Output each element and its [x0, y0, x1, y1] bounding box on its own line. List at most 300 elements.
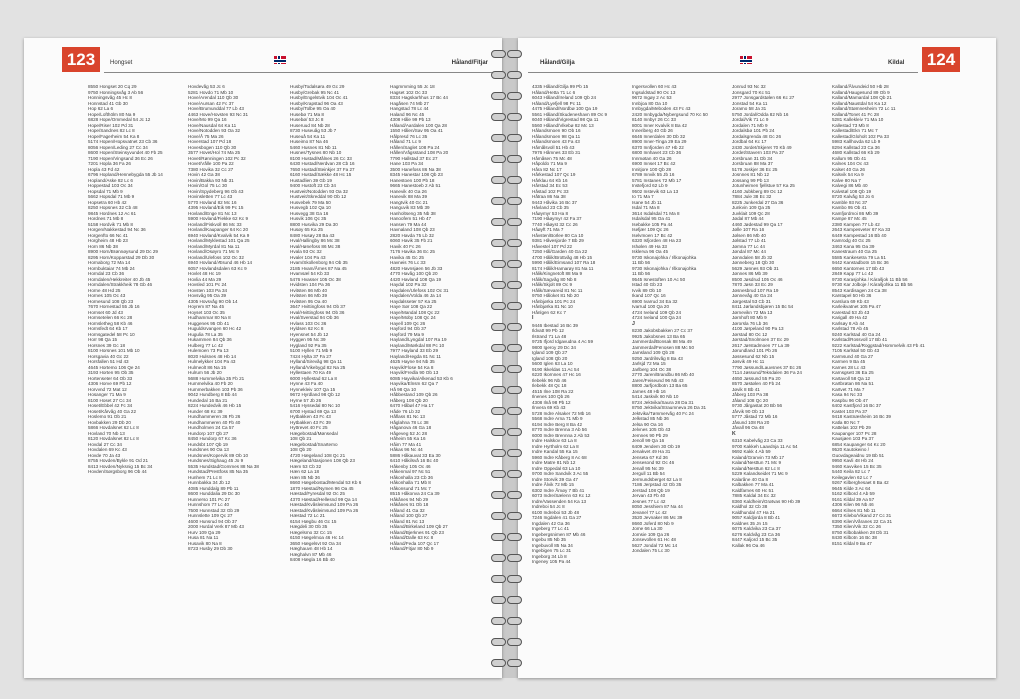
index-entry: Hynnekleiv 107 Qa 15 — [290, 386, 336, 392]
index-entry: Hovet/Vålle 100 Pa 22 — [188, 161, 234, 166]
index-entry: Kaldfarnes 60 Hc 51 — [732, 487, 774, 493]
header-first-entry: Håland/Gilja — [540, 60, 575, 66]
index-entry: 4100 Jørpeland 90 Pa 13 — [732, 326, 784, 331]
index-entry: Jonrud 93 Nc 32 — [732, 84, 766, 89]
index-entry: Jondalen 75 Lc 30 — [632, 548, 670, 553]
index-entry: Hovland/Myrdal 81 Na 11 — [188, 243, 240, 249]
index-entry: Jotunheimen fjellstue 57 Ka 25 — [732, 183, 795, 188]
index-entry: Hovet/Rønningen 102 Pc 32 — [188, 155, 246, 161]
index-entry: Jarlberg 104 Oc 38 — [632, 366, 672, 372]
index-entry: Håkonsund 71 Mc 7 — [390, 485, 431, 491]
index-entry: 5476 Hvasser 105 Oc 38 — [290, 276, 341, 282]
index-entry: 6073 Indre/Sælenn 63 Kc 12 — [532, 493, 591, 498]
index-entry: Håglahna 78 Lc 38 — [390, 419, 429, 425]
index-entry: Hovesbogen 110 Qb 30 — [188, 144, 237, 150]
index-entry: Horr 98 Qa 15 — [88, 337, 118, 342]
index-entry: 4625 Hayne 94 Nb 35 — [390, 359, 435, 364]
index-entry: Jorsbruan 88 Ma 37 — [732, 161, 773, 166]
index-entry: 9250 Jardrilsvåg 8 Ba 43 — [632, 355, 683, 361]
index-entry: 8550 Hongset 20 Cq 29 — [88, 84, 137, 89]
index-entry: Hyttrevet 40 Fc 25 — [290, 425, 328, 430]
index-entry: Haye/Moby 108 Qc 24 — [390, 315, 436, 320]
index-entry: Jåland 108 Qc 20 — [732, 397, 769, 403]
index-entry: 8724 Jektvika/Saura 28 Da 31 — [632, 399, 694, 405]
index-entry: Hunhem 71 Lc 8 — [188, 474, 222, 480]
index-entry: Hå 98 Qa 10 — [390, 386, 417, 392]
index-entry: Jordalen 71 Mb 9 — [732, 122, 768, 128]
index-entry: Ingeney 105 Pa 44 — [532, 559, 571, 564]
index-entry: Kamrodg 40 Gc 25 — [832, 238, 871, 243]
index-entry: 6700 Hystad 69 Qa 13 — [290, 408, 336, 414]
index-entry: Jonsgard 70 Kc 51 — [732, 89, 771, 95]
index-entry: Hoverstad 107 Pd 18 — [188, 139, 232, 144]
index-entry: 8334 Hagskarhhus 17 Bc 44 — [390, 95, 448, 100]
index-entry: 8600 Hopen/Steinsyvundet 40 Fb 25 — [88, 150, 163, 155]
index-entry: Håvland 23 Cb 35 — [532, 205, 569, 210]
index-entry: Hayland/Lyngdal 107 Ra 19 — [390, 337, 447, 342]
index-entry: Hæm 53 Cb 32 — [290, 463, 322, 469]
index-entry: Igland 108 Qb 20 — [532, 355, 568, 361]
index-entry: 4463 Hove/Hovsten 93 Nc 31 — [188, 111, 249, 117]
index-entry: 4700 Hålik/Brottvåg 48 Hb 15 — [532, 254, 593, 260]
index-entry: Husebø/ 53 Jc 8 — [290, 117, 324, 122]
index-entry: Jervan 43 Fb 40 — [632, 493, 666, 498]
binding-ring — [491, 342, 521, 352]
index-entry: 2430 Jordet/Skjeret 70 Kb 49 — [732, 144, 792, 150]
index-entry: Indre Oppedal 63 La 10 — [532, 465, 581, 471]
index-entry: Huseuå 54 Ka 11 — [290, 133, 326, 139]
index-entry: Hornbuktaiar 74 Mb 24 — [88, 265, 135, 271]
index-entry: 4820 Havnsjøen 56 Jb 33 — [390, 265, 443, 271]
index-entry: Håheim 55 Ka 16 — [390, 436, 426, 441]
index-entry: Håkenmal 97 Nc 51 — [390, 469, 431, 474]
index-entry: Huseruud 84 Nb 28 — [290, 122, 330, 128]
index-entry: 8020 Hulsnes 48 Hb 14 — [188, 353, 237, 359]
index-entry: Hovland 70 Nb 13 — [88, 430, 125, 436]
index-entry: 6057 Hovlandsdalen 63 Kc 9 — [188, 265, 247, 271]
index-entry: Husby/Krapstad 96 Oa 43 — [290, 100, 343, 106]
index-column-3 — [290, 84, 392, 669]
index-entry: Håland/Lyefjell 98 Pc 11 — [532, 100, 582, 106]
index-entry: Instefjord 62 Lb 9 — [632, 183, 668, 188]
index-entry: Jordal/Vik 71 Lc 9 — [732, 117, 769, 122]
index-entry: Guovdageaidnu 19 Bb 51 — [832, 452, 885, 458]
index-entry: 6409 Jendem 30 Ob 19 — [632, 443, 681, 449]
index-entry: 4305 Hovsvåg 90 Ob 14 — [188, 298, 238, 304]
index-entry: Håkonhalla 71 Mb 8 — [390, 480, 431, 485]
index-entry: 6276 Kaldvåg 23 Ca 36 — [732, 531, 781, 537]
index-entry: 9443 Håvika 16 Bc 37 — [532, 199, 577, 205]
index-entry: Kamble 93 Nc 37 — [832, 199, 868, 205]
index-entry: 5627 Jondal 72 Mc 14 — [632, 542, 678, 548]
index-entry: Jøvik 8 Bb 41 — [732, 386, 760, 392]
index-entry: Jermundsberget 62 La 8 — [632, 476, 682, 482]
index-entry: 5662 Hopsdal 71 Mb 9 — [88, 194, 135, 199]
index-entry: Kambo 95 Ob 41 — [832, 205, 867, 210]
index-entry: 8050 Jesshiem 87 Na 44 — [632, 504, 683, 509]
index-entry: 5281 Kallekleiv 71 Ma 10 — [832, 117, 884, 122]
index-entry: 9730 Jårgastat 20 Bb 56 — [732, 403, 783, 408]
index-entry: Hovland/Osøyro 71 Mc 9 — [188, 249, 239, 254]
index-entry: Honnstad 41 Gb 30 — [88, 100, 128, 106]
index-entry: Karnes 28 Lc 43 — [832, 364, 866, 370]
index-entry: 11 Bb 56 — [632, 271, 651, 276]
index-entry: Kalset 40 Ga 26 — [832, 166, 865, 172]
binding-ring — [491, 279, 521, 289]
index-entry: 9446 Ibestad 16 Bc 39 — [532, 322, 578, 328]
index-entry: Hovsten 103 Pa 34 — [188, 287, 228, 293]
index-entry: Hornsetelen 66 Kc 28 — [88, 315, 133, 320]
index-entry: Jemnes 90 Pb 29 — [632, 432, 668, 438]
index-entry: 6154 Hægbu 46 Gc 15 — [290, 518, 337, 524]
index-entry: Junkvin 109 Qa 25 — [732, 205, 771, 210]
index-entry: Husby/Tolbe 95 Oa 40 — [290, 106, 336, 111]
index-entry: 6220 Ikornnes 47 Hc 16 — [532, 372, 581, 377]
index-entry: Hayvika/Elnsm 62 Qa 7 — [390, 381, 438, 386]
index-entry: Jønndalen 58 Jb 32 — [732, 254, 773, 260]
index-entry: 7190 Håøymyr 42 Fa 37 — [532, 216, 582, 221]
index-entry: 6854 Kaupanger 64 Kc 20 — [832, 441, 886, 447]
index-entry: 8250 Hopsnes 32 Cb 48 — [88, 205, 138, 210]
index-entry: Hope/Lofthölm 80 Na 9 — [88, 111, 136, 117]
index-entry: 2420 Innbygda/Nybergsund 70 Kc 50 — [632, 111, 708, 117]
index-entry: Katla 80 Nc 7 — [832, 419, 860, 425]
index-entry: Hvamsæl 54 Kb 33 — [290, 271, 330, 276]
index-entry: Kartvet 71 Ma 7 — [832, 386, 865, 392]
binding-ring — [491, 111, 521, 121]
index-entry: Kalland/Naustdal 54 Ka 12 — [832, 100, 887, 106]
index-entry: 5162 Kilbord 4 Ab 59 — [832, 491, 875, 496]
index-entry: 5568 Indre Arna 71 Mb 9 — [532, 416, 583, 421]
index-entry: Hovbakken 29 Db 20 — [88, 419, 131, 425]
index-entry: Jøndal 87 Mc 44 — [732, 249, 766, 254]
index-entry: Håmåsen 75 Mc 48 — [532, 155, 572, 161]
index-entry: Hayland/Mørkdal 88 Pc 10 — [390, 342, 445, 348]
index-entry: Indre Halskov 63 La 8 — [532, 438, 577, 443]
index-entry: 4600 Hunsrud 94 Ob 37 — [188, 518, 238, 524]
index-entry: Jørorsla 76 Lb 36 — [732, 320, 768, 326]
index-entry: Husby/Todalsøra 49 Gc 29 — [290, 84, 345, 89]
index-entry: 9460 Kavviken 15 Bc 35 — [832, 463, 882, 469]
index-entry: 4085 Hunddalg 89 Pb 11 — [188, 485, 239, 491]
index-entry: 5960 Indre Kåberg 8 Ac 68 — [532, 454, 587, 460]
index-column-1 — [88, 84, 190, 669]
index-entry: 5866 Hovdalsnet 62 Lc 8 — [88, 425, 139, 430]
index-entry: Jarnes 48 Hb 16 — [632, 388, 666, 394]
index-entry: 8224 Hundedvik 46 Hb 15 — [188, 403, 242, 408]
index-entry: Håkånes 91 Ob 18 — [390, 502, 429, 507]
index-entry: 8900 Inner-Tinga 29 Ea 29 — [632, 139, 687, 144]
index-entry: 3577 Hovet/Hol 74 Ma 25 — [188, 150, 241, 155]
index-entry: Håland 71 Lc 9 — [390, 139, 421, 144]
index-entry: 6650 Kantornes 17 Bb 43 — [832, 265, 885, 271]
index-entry: Hunnshom 77 Lc 40 — [188, 502, 230, 507]
index-entry: 7424 Hylta 37 Fa 27 — [290, 353, 332, 359]
index-entry: 5460 Husnes 81 Nb 11 — [290, 144, 337, 150]
index-entry: Håland/Bjerknes 91 Qb 23 — [390, 529, 444, 535]
index-entry: Hyggen 95 Nc 39 — [290, 337, 326, 342]
index-entry: 9950 Kavli 48 Hb 24 — [832, 458, 874, 463]
index-entry: Jøsvik 49 Hc 11 — [732, 359, 765, 364]
index-entry: Hvaler 104 Pa 43 — [290, 254, 326, 260]
index-entry: 8345 Hanestar 108 Qb 23 — [390, 172, 443, 177]
index-entry: Hovin/Bakka 93 Nb 31 — [188, 177, 234, 183]
index-entry: Jelsa 90 Oa 16 — [632, 421, 663, 427]
index-column-2 — [188, 84, 290, 669]
index-entry: Hove/Nausdal 64 Ka 11 — [188, 122, 237, 128]
index-entry: 5777 Jåstad 72 Mb 16 — [732, 414, 778, 419]
binding-ring — [491, 321, 521, 331]
index-entry: 7977 Hayland 33 Eb 29 — [390, 348, 439, 353]
index-entry: 8543 Kardisagen 24 Ca 38 — [832, 287, 887, 293]
index-entry: Jevanel 77 Lc 42 — [632, 509, 667, 515]
index-entry: 9645 Kilde 3 Ac 64 — [832, 485, 871, 491]
index-entry: Innmøtan 40 Ga 26 — [632, 155, 672, 161]
index-entry: 2770 Jaren/Brandbu 86 Mb 40 — [632, 372, 695, 377]
index-entry: 2617 Jørstadmoen 77 La 39 — [732, 342, 790, 348]
index-entry: Hovdal 27 Cc 34 — [88, 441, 122, 447]
index-entry: 9730 Kar Jolboje / Kárašjohka 11 Bb 56 — [832, 282, 913, 287]
index-entry: Horgenfto 66 Nc 41 — [88, 232, 128, 238]
index-entry: 6310 Kabelvåg 23 Ca 33 — [732, 438, 783, 443]
index-column-1 — [532, 84, 634, 669]
index-entry: 9730 Karasjohka / Kárašjok 11 Bb 56 — [832, 276, 908, 282]
index-entry: Håland 41 Ga 32 — [390, 507, 425, 513]
index-entry: 6673 Kilebo/Vikand 27 Cc 31 — [832, 513, 892, 518]
index-entry: Hoset/Kårvåg 40 Ga 22 — [88, 408, 137, 414]
index-entry: 6085 Hayvika/Alkenad 53 Kb 6 — [390, 375, 453, 381]
binding-ring — [491, 300, 521, 310]
index-entry: Hove/Mo 99 Qa 16 — [188, 117, 227, 122]
index-entry: Hynne 43 Fa 40 — [290, 381, 323, 386]
index-entry: Jordalsgrenda 48 Gc 26 — [732, 133, 782, 139]
binding-ring — [491, 258, 521, 268]
index-entry: Husvik 106 Qc 35 — [290, 216, 327, 221]
index-entry: 7380 Hovika 32 Cc 27 — [188, 166, 234, 172]
index-entry: Hoset/Ebbel 42 Fc 34 — [88, 403, 133, 408]
index-entry: Kalaråne 40 Ga 8 — [732, 476, 769, 482]
index-entry: Kalland/Haugesund 89 Ob 9 — [832, 89, 890, 95]
index-entry: Ingdalen 42 Ga 36 — [532, 520, 570, 526]
index-entry: 8660 Joferd 80 Nb 9 — [632, 520, 674, 526]
index-entry: 8408 Hægla 16 Bb 40 — [290, 557, 335, 562]
index-entry: Hurv 109 Qa 29 — [188, 529, 221, 535]
index-entry: Ingeberg 77 Lc 41 — [532, 526, 570, 531]
index-entry: Havneis 76 Lc 33 — [390, 260, 426, 265]
index-entry: Jonstad 54 Ka 11 — [732, 100, 768, 106]
index-entry: 9442 Kanstadbotn 15 Bc 36 — [832, 260, 889, 265]
index-entry: Kastet 103 Pa 37 — [832, 408, 868, 414]
index-entry: Jelkstad 85 Nb 36 — [632, 416, 669, 421]
index-entry: Hårkestad 107 Qc 19 — [532, 172, 576, 177]
index-entry: 8140 Innbyr 26 Cc 33 — [632, 117, 676, 122]
index-entry: Hayvik/Fredla 90 Ob 13 — [390, 370, 439, 375]
index-letter-heading: J — [632, 320, 635, 327]
index-entry: Karnsgsett 36 Ea 25 — [832, 370, 874, 375]
index-entry: Jossang 99 Pb 13 — [732, 177, 769, 183]
index-entry: Hålik/Sagvåg 80 Nb 8 — [532, 276, 577, 282]
index-entry: Hopla 43 Fd 42 — [88, 166, 120, 172]
index-entry: Hæn 62 La 18 — [290, 469, 320, 474]
index-entry: Kaupanger 107 Pc 28 — [832, 430, 877, 436]
index-entry: Jøsnesbrud 107 Ra 19 — [732, 287, 779, 293]
index-entry: 5174 Hopen/Hopsvatnet 23 Cb 36 — [88, 139, 158, 144]
index-entry: Isane 54 Jb 11 — [632, 199, 662, 205]
index-entry: 8151 Kildal 9 Ba 47 — [832, 540, 872, 546]
index-entry: Jønnevåg 40 Ga 24 — [732, 293, 773, 298]
index-entry: 8660 Hægebostad/Mendal 53 Kb 6 — [290, 480, 362, 485]
index-entry: Hayland/Hegda 81 Nc 11 — [390, 353, 441, 359]
right-page — [518, 38, 996, 678]
index-entry: Hornsgatedel 58 Pc 10 — [88, 331, 135, 337]
index-entry: Isebakke 105 Pa 44 — [632, 221, 673, 227]
index-entry: 9672 Hyrdland 98 Qb 12 — [290, 392, 341, 397]
index-entry: Karlstad/Rossvoll 17 Bb 41 — [832, 337, 888, 342]
index-entry: Isefjær 109 Qc 26 — [632, 227, 669, 232]
index-entry: Hålpresd 76 Lc 35 — [390, 133, 428, 139]
index-entry: Isklerva 96 Oa 45 — [632, 249, 669, 254]
index-entry: Hulberg 77 Lc 42 — [188, 342, 223, 348]
index-entry: 8755 Hovden/Bykle 91 Od 21 — [88, 458, 149, 463]
index-entry: Hustveit/Notodden 93 Oa 32 — [290, 188, 348, 194]
index-entry: 9400 Hustoft 23 Cb 34 — [290, 183, 336, 188]
index-entry: Jensesond 92 Oc 46 — [632, 460, 675, 465]
index-entry: Karslura 69 Kb 43 — [832, 298, 869, 304]
binding-ring — [491, 510, 521, 520]
index-entry: 8750 Kilbobakken 28 Db 31 — [832, 529, 889, 535]
index-entry: 4724 Iveland 100 Qa 24 — [632, 315, 682, 320]
index-entry: 9925 Jakobsnes 13 Ba 65 — [632, 333, 686, 339]
index-entry: 4306 Horve 69 Pb 12 — [88, 381, 132, 386]
index-entry: Indre Hyrtholm 62 La 8 — [532, 443, 579, 449]
index-entry: Jørnhoft 80 Mb 9 — [732, 315, 767, 320]
index-entry: Io 71 Ma 7 — [632, 194, 654, 199]
index-entry: Kanestraum 40 Ga 25 — [832, 249, 877, 254]
index-entry: Jømna 77 Lc 44 — [732, 243, 765, 249]
binding-ring — [491, 594, 521, 604]
index-entry: Hovland/Enge 81 Nc 13 — [188, 210, 237, 216]
index-entry: Hove/Aursan 42 Fc 37 — [188, 100, 234, 106]
index-entry: Hytbakken 43 Fc 39 — [290, 419, 331, 425]
index-entry: Hovin 42 Ga 38 — [188, 172, 220, 177]
index-entry: Hustveit/Skreddal 90 Ob 12 — [290, 194, 347, 199]
index-entry: Hangtvik 40 Gc 21 — [390, 199, 428, 205]
index-entry: Hornsfedt 64 Kb 17 — [88, 326, 128, 331]
index-entry: Husnes/Tysnes 80 Nb 10 — [290, 150, 342, 155]
index-entry: 8225 Junkerdal 27 Da 36 — [732, 199, 784, 205]
index-entry: 8570 Jøstølen 40 Fb 24 — [732, 381, 781, 386]
index-entry: Horndalen/Strakkheik 78 Gb 46 — [88, 282, 153, 287]
index-entry: 8450 Hundorp 67 Kc 36 — [188, 436, 237, 441]
index-entry: Hordnes 71 Mb 8 — [88, 216, 124, 221]
index-entry: 7790 Hallstad 37 Ec 27 — [390, 155, 438, 161]
binding-ring — [491, 174, 521, 184]
index-entry: 8730 Huseuåg 53 Jb 7 — [290, 128, 337, 133]
index-entry: 7740 Håøyst 32 Cc 26 — [532, 221, 578, 227]
index-entry: Hane 103 Pa 34 — [390, 161, 424, 166]
index-entry: Hornsletheg 58 Kb 46 — [88, 320, 133, 326]
index-entry: Hayell 109 Qc 26 — [390, 320, 426, 326]
index-entry: 8430 Kilbotn 16 Bc 38 — [832, 535, 877, 540]
binding-ring — [491, 531, 521, 541]
index-entry: Hundsnes/Kopervik 89 Ob 10 — [188, 452, 249, 458]
index-entry: Horvvnd 72 Mat 12 — [88, 386, 127, 392]
binding-ring — [491, 384, 521, 394]
binding-ring — [491, 69, 521, 79]
left-page — [24, 38, 502, 678]
index-entry: Hanevik 40 Ga 26 — [390, 188, 427, 194]
index-entry: Ingebigen 75 Lc 31 — [532, 548, 572, 553]
index-entry: Husby/Grebak 95 Nc 41 — [290, 89, 340, 95]
index-entry: Hulmelykker 104 Pa 43 — [188, 359, 236, 364]
header-last-entry: Håland/Fitjar — [451, 60, 488, 66]
index-entry: 9750 Håloket 81 Nb 20 — [532, 293, 579, 298]
index-entry: Honningsvåg 45 Hc 8 — [88, 95, 132, 100]
index-entry: Havik 40 Fc 26 — [390, 243, 421, 249]
index-entry: Hundsbt 107 Qb 19 — [188, 441, 228, 447]
index-entry: Karleikvatnet 105 Pa 47 — [832, 304, 881, 309]
index-entry: Indre Kandal 55 Ka 15 — [532, 449, 578, 454]
index-entry: Jordet/Stavern 103 Pa 37 — [732, 150, 785, 155]
index-entry: Hånbjørka 101 Pc 24 — [532, 298, 576, 304]
index-entry: Hagåsen 74 Mb 27 — [390, 100, 429, 106]
index-entry: Hustadlien 39 Gb 19 — [290, 177, 332, 183]
index-entry: Hoslemo 91 Ob 21 — [88, 414, 127, 419]
index-entry: Jørstad/Snolmoen 37 Ec 29 — [732, 337, 789, 342]
index-entry: Hove/Arendal 110 Qb 30 — [188, 95, 239, 100]
index-entry: Hval/Hønefoss 86 Mc 38 — [290, 243, 341, 249]
index-entry: 9750 Honningsvåg 3 Ab 56 — [88, 89, 144, 95]
index-entry: Håkonhalla 23 Cb 36 — [390, 474, 433, 480]
index-entry: Hånlgen 62 Kc 7 — [532, 309, 566, 315]
index-entry: 6075 Kaldvika 23 Ca 37 — [732, 526, 781, 531]
index-entry: 9381 Håvesjorde 7 Bb 29 — [532, 238, 584, 243]
index-entry: Horndalen/Hekkreiter 40 Jb 45 — [88, 276, 151, 282]
index-entry: 7650 Hustad/Steinkjer 37 Fa 27 — [290, 166, 355, 172]
index-entry: Indre/Vassenden 54 Ka 13 — [532, 498, 587, 504]
index-entry: 9700 Indre Sandvik 3 Ac 55 — [532, 471, 589, 476]
index-entry: Hålik/Skjolt 89 Oc 9 — [532, 282, 573, 287]
index-entry: Hylland/Vikebygd 82 Na 25 — [290, 364, 346, 370]
index-entry: Håvestel 107 Pd 22 — [532, 243, 573, 249]
index-entry: Kaland/Granvin 73 Mb 17 — [732, 454, 785, 460]
header-last-entry: Kildal — [888, 60, 905, 66]
index-entry: 8390 Kilen/Våranes 22 Ca 31 — [832, 518, 893, 524]
index-entry: Hundorp 107 Qb 27 — [188, 430, 229, 436]
index-entry: Jølle 107 Ra 16 — [732, 227, 765, 232]
index-entry: Kausjøen 103 Pa 37 — [832, 436, 874, 441]
index-entry: Horgheim 48 Hb 23 — [88, 238, 128, 243]
index-entry: Karestad 53 Jb 43 — [832, 309, 870, 315]
index-entry: Kaland/Nesttun 62 Lc 8 — [732, 465, 780, 471]
index-entry: 5440 Keila 82 Lc 7 — [832, 469, 871, 474]
binding-ring — [491, 237, 521, 247]
index-entry: Hove/Brumunddal 77 Lb 43 — [188, 106, 244, 111]
index-entry: Kaldhundal 47 Ha 21 — [732, 509, 775, 515]
index-entry: Hovinsletten 77 Lc 43 — [188, 194, 233, 199]
index-entry: Isdalsdal 95 Oa 41 — [632, 216, 671, 221]
index-entry: 4515 Ilne 108 Ra 22 — [532, 388, 574, 394]
index-entry: 3463 Kana 95 Oa 39 — [832, 243, 875, 249]
index-entry: Ingersvollen 60 Hc 43 — [632, 84, 677, 89]
binding-ring — [491, 363, 521, 373]
index-entry: Jøssesund 62 Nb 15 — [732, 353, 775, 359]
index-entry: Kamfjordmoi 86 Mb 39 — [832, 210, 879, 216]
index-entry: 3647 Hvittingfoss 94 Ob 37 — [290, 304, 346, 309]
index-entry: Inneriberg 40 Gb 26 — [632, 128, 673, 133]
index-entry: Indre Ålvik 72 Mb 15 — [532, 482, 574, 487]
index-entry: 5688 Hummelvika 35 Fb 21 — [188, 375, 245, 381]
